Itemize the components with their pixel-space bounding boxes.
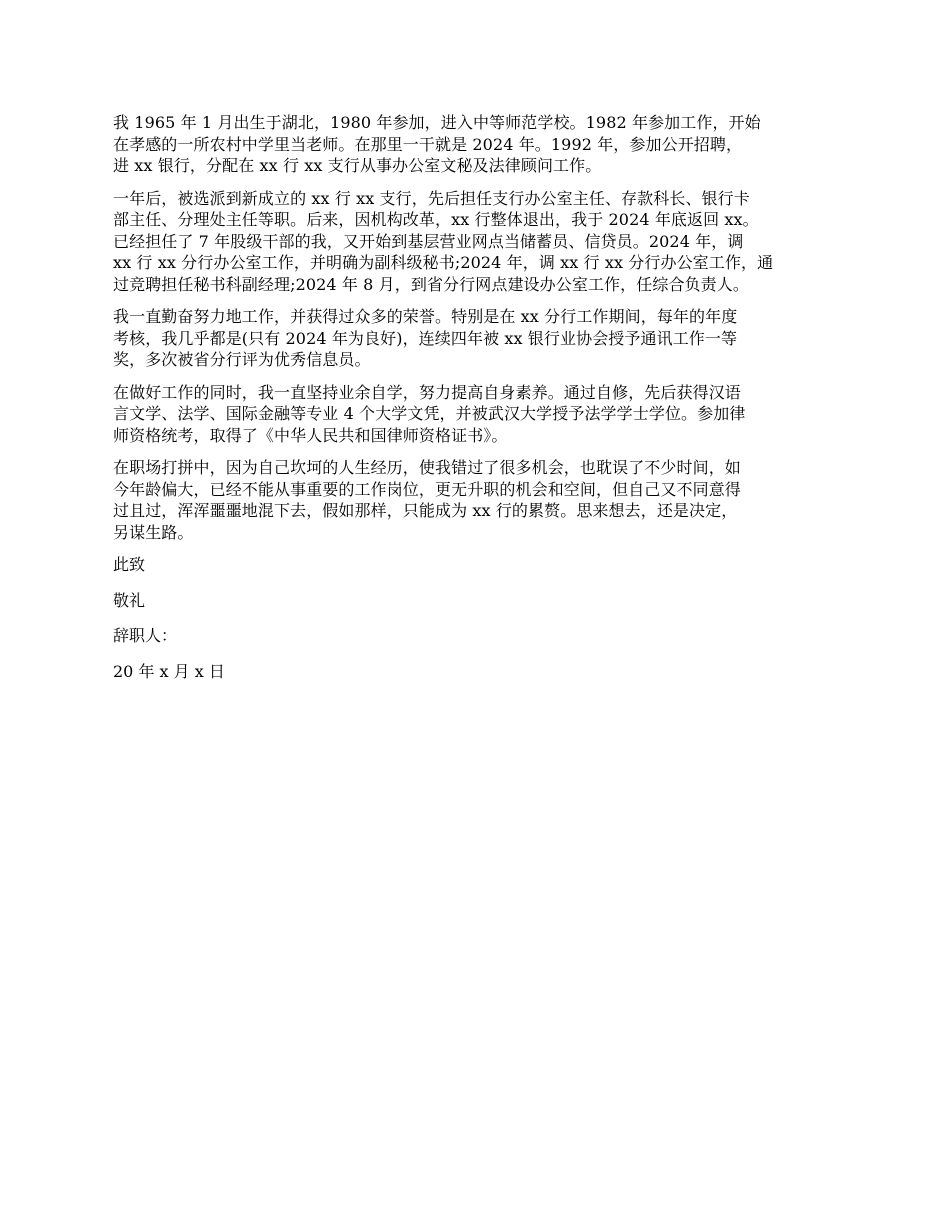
- paragraph-3: [113, 306, 843, 371]
- text-line: 我 1965 年 1 月出生于湖北，1980 年参加，进入中等师范学校。1982 年参加工作，开始: [113, 113, 761, 132]
- text-line: 在职场打拼中，因为自己坎坷的人生经历，使我错过了很多机会，也耽误了不少时间，如: [113, 458, 741, 477]
- signature-label: 辞职人：: [113, 626, 178, 645]
- text-line: 我一直勤奋努力地工作，并获得过众多的荣誉。特别是在 xx 分行工作期间，每年的年度: [113, 307, 738, 326]
- text-line: 进 xx 银行，分配在 xx 行 xx 支行从事办公室文秘及法律顾问工作。: [113, 156, 602, 175]
- paragraph-1: [113, 112, 843, 177]
- closing-line: 此致: [113, 555, 146, 574]
- text-line: 考核，我几乎都是(只有 2024 年为良好)，连续四年被 xx 银行业协会授予通讯工作一等: [113, 328, 738, 348]
- paragraph-4: [113, 382, 843, 447]
- date-line: 20 年 x 月 x 日: [113, 661, 225, 681]
- text-line: 今年龄偏大，已经不能从事重要的工作岗位，更无升职的机会和空间，但自己又不同意得: [113, 479, 741, 499]
- text-line: 一年后，被选派到新成立的 xx 行 xx 支行，先后担任支行办公室主任、存款科长、银行卡: [113, 188, 750, 208]
- text-line: xx 行 xx 分行办公室工作，并明确为副科级秘书;2024 年，调 xx 行 xx 分行办公室工作，通: [113, 253, 774, 272]
- text-line: 已经担任了 7 年股级干部的我，又开始到基层营业网点当储蓄员、信贷员。2024 年，调: [113, 231, 744, 251]
- text-line: 在孝感的一所农村中学里当老师。在那里一干就是 2024 年。1992 年，参加公开招聘，: [113, 134, 743, 154]
- paragraph-5: [113, 457, 843, 543]
- text-line: 师资格统考，取得了《中华人民共和国律师资格证书》。: [113, 425, 508, 445]
- text-line: 过且过，浑浑噩噩地混下去，假如那样，只能成为 xx 行的累赘。思来想去，还是决定，: [113, 501, 738, 520]
- salutation-line: 敬礼: [113, 590, 146, 610]
- letter-body: [113, 112, 843, 696]
- text-line: 另谋生路。: [113, 522, 194, 542]
- text-line: 过竞聘担任秘书科副经理;2024 年 8 月，到省分行网点建设办公室工作，任综合负责人。: [113, 274, 749, 294]
- paragraph-2: [113, 188, 843, 296]
- text-line: 部主任、分理处主任等职。后来，因机构改革，xx 行整体退出，我于 2024 年底返回 xx。: [113, 210, 759, 229]
- text-line: 奖，多次被省分行评为优秀信息员。: [113, 350, 371, 369]
- text-line: 在做好工作的同时，我一直坚持业余自学，努力提高自身素养。通过自修，先后获得汉语: [113, 382, 741, 402]
- text-line: 言文学、法学、国际金融等专业 4 个大学文凭，并被武汉大学授予法学学士学位。参加律: [113, 404, 746, 423]
